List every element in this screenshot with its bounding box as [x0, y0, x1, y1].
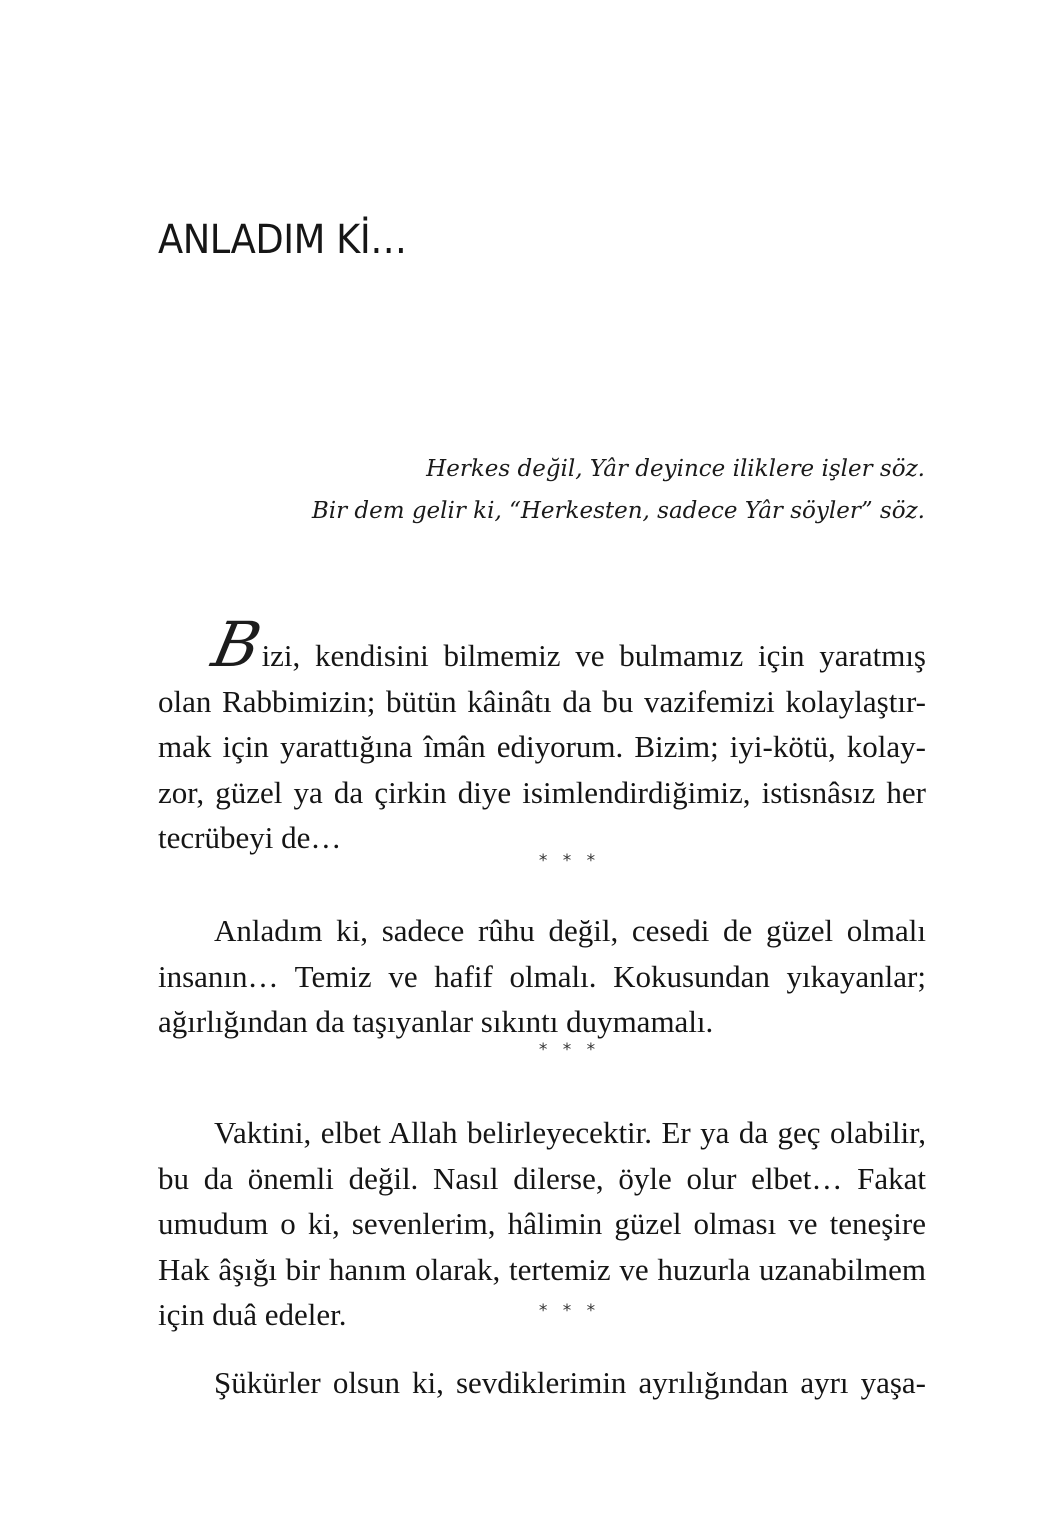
paragraph-2: [158, 908, 926, 1045]
paragraph-line: ağırlığından da taşıyanlar sıkıntı duymamalı.: [158, 1004, 714, 1039]
paragraph-line-text: izi, kendisini bilmemiz ve bulmamız için yaratmış: [261, 638, 926, 673]
paragraph-line: tecrübeyi de…: [158, 820, 342, 855]
paragraph-line: olan Rabbimizin; bütün kâinâtı da bu vazifemizi kolaylaştır-: [158, 683, 926, 719]
drop-cap: B: [206, 608, 268, 681]
epigraph: [312, 448, 925, 532]
paragraph-line: Anladım ki, sadece rûhu değil, cesedi de güzel olmalı: [214, 913, 926, 948]
paragraph-line: zor, güzel ya da çirkin diye isimlendirdiğimiz, istisnâsız her: [158, 774, 926, 810]
epigraph-line: Herkes değil, Yâr deyince iliklere işler söz.: [426, 456, 925, 482]
paragraph-line: Vaktini, elbet Allah belirleyecektir. Er ya da geç olabilir,: [214, 1115, 926, 1150]
paragraph-line: [158, 608, 926, 681]
paragraph-line: umudum o ki, sevenlerim, hâlimin güzel olması ve teneşire: [158, 1206, 926, 1241]
paragraph-4: [158, 1360, 926, 1406]
paragraph-line: bu da önemli değil. Nasıl dilerse, öyle olur elbet… Fakat: [158, 1160, 926, 1196]
epigraph-line: Bir dem gelir ki, “Herkesten, sadece Yâr söyler” söz.: [311, 498, 925, 524]
section-separator: * * *: [538, 1301, 601, 1321]
paragraph-line: Şükürler olsun ki, sevdiklerimin ayrılığından ayrı yaşa-: [214, 1365, 926, 1400]
section-separator: * * *: [538, 851, 601, 871]
paragraph-line: insanın… Temiz ve hafif olmalı. Kokusundan yıkayanlar;: [158, 958, 926, 994]
section-separator: * * *: [538, 1040, 601, 1060]
paragraph-line: için duâ edeler.: [158, 1297, 347, 1332]
paragraph-1: [158, 608, 926, 861]
paragraph-line: mak için yarattığına îmân ediyorum. Bizim; iyi-kötü, kolay-: [158, 729, 926, 764]
paragraph-line: Hak âşığı bir hanım olarak, tertemiz ve huzurla uzanabilmem: [158, 1251, 926, 1287]
chapter-title: ANLADIM Kİ…: [158, 217, 407, 263]
